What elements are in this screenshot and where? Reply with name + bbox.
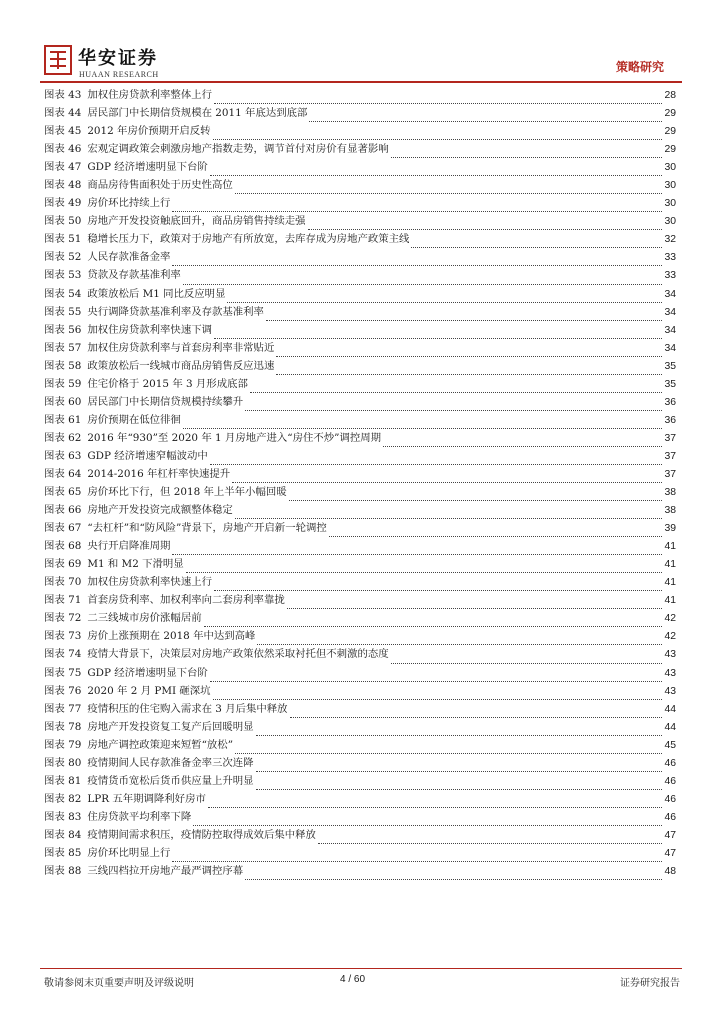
toc-entry-page: 41 [664, 559, 676, 571]
toc-entry-title: “去杠杆”和“防风险”背景下，房地产开启新一轮调控 [87, 522, 327, 535]
toc-entry-label: 图表 67 [44, 522, 82, 535]
toc-entry[interactable] [44, 393, 676, 411]
toc-entry-title: 三线四档拉开房地产最严调控序幕 [87, 865, 244, 878]
toc-entry-page: 42 [664, 631, 676, 643]
toc-entry-label: 图表 45 [44, 125, 82, 138]
toc-entry[interactable] [44, 609, 676, 627]
toc-entry-page: 37 [664, 468, 676, 480]
toc-entry[interactable] [44, 483, 676, 501]
toc-entry-title: 2016 年“930”至 2020 年 1 月房地产进入“房住不炒”调控周期 [87, 431, 382, 444]
toc-entry-title: LPR 五年期调降利好房市 [87, 792, 206, 805]
toc-entry[interactable] [44, 375, 676, 393]
toc-entry-label: 图表 71 [44, 594, 82, 607]
toc-entry-label: 图表 72 [44, 612, 82, 625]
toc-entry-title: 房价环比持续上行 [87, 197, 171, 210]
toc-entry-label: 图表 53 [44, 269, 82, 282]
toc-entry-label: 图表 60 [44, 395, 82, 408]
toc-entry-label: 图表 73 [44, 630, 82, 643]
toc-entry-page: 37 [664, 432, 676, 444]
toc-leader-dots [210, 459, 663, 465]
toc-entry-title: GDP 经济增速明显下台阶 [87, 161, 208, 174]
toc-entry-title: 疫情积压的住宅购入需求在 3 月后集中释放 [87, 702, 288, 715]
toc-entry-title: 房地产开发投资复工复产后回暖明显 [87, 720, 254, 733]
toc-entry[interactable] [44, 230, 676, 248]
toc-leader-dots [186, 567, 663, 573]
toc-entry-title: 商品房待售面积处于历史性高位 [87, 179, 233, 192]
toc-entry[interactable] [44, 573, 676, 591]
toc-entry-label: 图表 46 [44, 143, 82, 156]
toc-entry-title: 2012 年房价预期开启反转 [87, 125, 211, 138]
toc-leader-dots [235, 748, 662, 754]
toc-entry-label: 图表 82 [44, 792, 82, 805]
toc-entry-title: 稳增长压力下，政策对于房地产有所放宽，去库存成为房地产政策主线 [87, 233, 410, 246]
table-of-figures [44, 86, 676, 880]
toc-entry-title: 加权住房贷款利率与首套房利率非常贴近 [87, 341, 275, 354]
toc-entry[interactable] [44, 411, 676, 429]
toc-entry-title: 房价预期在低位徘徊 [87, 413, 181, 426]
toc-entry-label: 图表 77 [44, 702, 82, 715]
toc-entry-page: 34 [664, 324, 676, 336]
logo-text-cn: 华安证券 [78, 48, 158, 69]
footer-divider [40, 968, 682, 969]
toc-entry-page: 30 [664, 162, 676, 174]
toc-entry[interactable] [44, 357, 676, 375]
toc-entry-page: 33 [664, 270, 676, 282]
toc-entry-page: 46 [664, 793, 676, 805]
toc-entry-page: 46 [664, 775, 676, 787]
toc-entry-page: 29 [664, 144, 676, 156]
toc-entry-title: 央行调降贷款基准利率及存款基准利率 [87, 305, 264, 318]
toc-entry[interactable] [44, 808, 676, 826]
toc-entry-title: 疫情期间需求积压，疫情防控取得成效后集中释放 [87, 828, 316, 841]
toc-entry-label: 图表 44 [44, 107, 82, 120]
toc-leader-dots [289, 495, 663, 501]
toc-entry-label: 图表 75 [44, 666, 82, 679]
toc-entry-title: GDP 经济增速明显下台阶 [87, 666, 208, 679]
toc-entry-page: 44 [664, 703, 676, 715]
toc-entry-page: 43 [664, 685, 676, 697]
toc-entry-page: 41 [664, 541, 676, 553]
toc-entry-label: 图表 81 [44, 774, 82, 787]
toc-entry-page: 29 [664, 126, 676, 138]
toc-leader-dots [210, 676, 663, 682]
toc-entry-title: 加权住房贷款利率快速上行 [87, 576, 212, 589]
toc-entry[interactable] [44, 429, 676, 447]
toc-entry-label: 图表 64 [44, 467, 82, 480]
toc-entry[interactable] [44, 501, 676, 519]
toc-leader-dots [383, 441, 662, 447]
toc-entry-label: 图表 49 [44, 197, 82, 210]
toc-entry-label: 图表 47 [44, 161, 82, 174]
toc-entry[interactable] [44, 772, 676, 790]
toc-leader-dots [172, 856, 662, 862]
toc-entry[interactable] [44, 140, 676, 158]
toc-entry-title: 住房贷款平均利率下降 [87, 810, 192, 823]
document-type: 证券研究报告 [620, 978, 680, 989]
section-title: 策略研究 [615, 60, 664, 74]
toc-entry[interactable] [44, 86, 676, 104]
toc-entry[interactable] [44, 790, 676, 808]
toc-entry-label: 图表 83 [44, 810, 82, 823]
toc-entry[interactable] [44, 158, 676, 176]
toc-entry-label: 图表 57 [44, 341, 82, 354]
toc-entry-title: 房价环比明显上行 [87, 846, 171, 859]
toc-entry[interactable] [44, 104, 676, 122]
toc-entry-title: 央行开启降准周期 [87, 540, 171, 553]
toc-entry-title: 宏观定调政策会刺激房地产指数走势，调节首付对房价有显著影响 [87, 143, 389, 156]
toc-entry[interactable] [44, 176, 676, 194]
toc-entry[interactable] [44, 736, 676, 754]
toc-entry-page: 46 [664, 811, 676, 823]
toc-entry[interactable] [44, 339, 676, 357]
toc-entry[interactable] [44, 844, 676, 862]
toc-leader-dots [250, 387, 663, 393]
toc-entry-label: 图表 61 [44, 413, 82, 426]
toc-entry-title: 居民部门中长期信贷规模在 2011 年底达到底部 [87, 107, 308, 120]
toc-entry-page: 30 [664, 198, 676, 210]
toc-entry-page: 32 [664, 234, 676, 246]
toc-entry-title: 政策放松后 M1 同比反应明显 [87, 287, 226, 300]
toc-leader-dots [318, 838, 663, 844]
toc-entry-page: 39 [664, 523, 676, 535]
toc-entry[interactable] [44, 519, 676, 537]
toc-entry-page: 34 [664, 342, 676, 354]
toc-leader-dots [245, 405, 662, 411]
toc-entry-page: 29 [664, 108, 676, 120]
toc-entry-page: 36 [664, 396, 676, 408]
toc-entry[interactable] [44, 555, 676, 573]
toc-entry[interactable] [44, 285, 676, 303]
toc-leader-dots [172, 260, 662, 266]
toc-entry-title: 二三线城市房价涨幅居前 [87, 612, 202, 625]
toc-entry-title: 房价环比下行，但 2018 年上半年小幅回暖 [87, 486, 287, 499]
toc-entry[interactable] [44, 645, 676, 663]
toc-leader-dots [232, 477, 662, 483]
toc-entry-label: 图表 58 [44, 359, 82, 372]
toc-entry-label: 图表 74 [44, 648, 82, 661]
toc-entry[interactable] [44, 447, 676, 465]
toc-leader-dots [245, 874, 662, 880]
toc-entry-label: 图表 55 [44, 305, 82, 318]
toc-entry[interactable] [44, 266, 676, 284]
toc-entry-title: 疫情大背景下，决策层对房地产政策依然采取衬托但不刺激的态度 [87, 648, 389, 661]
toc-entry[interactable] [44, 700, 676, 718]
toc-entry[interactable] [44, 248, 676, 266]
toc-entry-label: 图表 54 [44, 287, 82, 300]
toc-leader-dots [256, 784, 663, 790]
toc-leader-dots [227, 297, 662, 303]
toc-entry-page: 47 [664, 829, 676, 841]
toc-entry-label: 图表 65 [44, 486, 82, 499]
toc-entry-page: 48 [664, 866, 676, 878]
toc-entry[interactable] [44, 303, 676, 321]
toc-leader-dots [214, 333, 662, 339]
toc-entry[interactable] [44, 537, 676, 555]
toc-entry-title: 2020 年 2 月 PMI 砸深坑 [87, 684, 211, 697]
toc-entry-title: 房价上涨预期在 2018 年中达到高峰 [87, 630, 256, 643]
toc-entry-label: 图表 88 [44, 865, 82, 878]
toc-entry-page: 41 [664, 577, 676, 589]
toc-entry-label: 图表 66 [44, 504, 82, 517]
toc-leader-dots [329, 531, 663, 537]
toc-entry-title: 贷款及存款基准利率 [87, 269, 181, 282]
toc-entry-page: 45 [664, 739, 676, 751]
toc-entry-page: 46 [664, 757, 676, 769]
toc-entry[interactable] [44, 862, 676, 880]
toc-entry[interactable] [44, 682, 676, 700]
toc-entry-label: 图表 84 [44, 828, 82, 841]
toc-entry-label: 图表 51 [44, 233, 82, 246]
toc-entry-page: 35 [664, 360, 676, 372]
toc-entry-page: 38 [664, 505, 676, 517]
toc-leader-dots [287, 603, 663, 609]
toc-entry-title: 房地产开发投资完成额整体稳定 [87, 504, 233, 517]
toc-entry-label: 图表 85 [44, 846, 82, 859]
toc-entry-label: 图表 69 [44, 558, 82, 571]
toc-entry[interactable] [44, 718, 676, 736]
toc-entry-label: 图表 50 [44, 215, 82, 228]
toc-entry-page: 35 [664, 378, 676, 390]
page-number: 4 / 60 [340, 974, 366, 985]
toc-entry-label: 图表 79 [44, 738, 82, 751]
toc-entry-title: 加权住房贷款利率快速下调 [87, 323, 212, 336]
toc-entry-page: 38 [664, 487, 676, 499]
toc-entry-label: 图表 63 [44, 449, 82, 462]
header-divider [40, 81, 682, 83]
toc-leader-dots [172, 549, 662, 555]
toc-entry[interactable] [44, 627, 676, 645]
toc-entry-page: 43 [664, 667, 676, 679]
toc-entry-label: 图表 80 [44, 756, 82, 769]
toc-leader-dots [290, 712, 663, 718]
toc-entry-title: 房地产调控政策迎来短暂“放松” [87, 738, 234, 751]
toc-leader-dots [391, 152, 663, 158]
toc-entry-page: 30 [664, 180, 676, 192]
toc-entry[interactable] [44, 591, 676, 609]
toc-entry[interactable] [44, 754, 676, 772]
toc-entry-title: 加权住房贷款利率整体上行 [87, 89, 212, 101]
toc-entry-label: 图表 52 [44, 251, 82, 264]
toc-leader-dots [266, 315, 662, 321]
toc-leader-dots [411, 242, 662, 248]
toc-entry[interactable] [44, 212, 676, 230]
toc-entry-title: 2014-2016 年杠杆率快速提升 [87, 467, 231, 480]
toc-entry-label: 图表 76 [44, 684, 82, 697]
toc-entry-page: 44 [664, 721, 676, 733]
toc-entry-page: 41 [664, 595, 676, 607]
toc-entry-title: GDP 经济增速窄幅波动中 [87, 449, 208, 462]
toc-entry-title: 疫情货币宽松后货币供应量上升明显 [87, 774, 254, 787]
toc-leader-dots [204, 621, 663, 627]
toc-leader-dots [235, 188, 663, 194]
toc-entry-page: 43 [664, 649, 676, 661]
toc-leader-dots [210, 170, 663, 176]
toc-entry-label: 图表 62 [44, 431, 82, 444]
toc-entry[interactable] [44, 122, 676, 140]
toc-leader-dots [208, 802, 663, 808]
toc-entry-page: 30 [664, 216, 676, 228]
toc-entry-title: 住宅价格于 2015 年 3 月形成底部 [87, 377, 248, 390]
toc-entry-page: 36 [664, 414, 676, 426]
toc-leader-dots [256, 730, 663, 736]
toc-leader-dots [183, 279, 663, 285]
toc-entry-label: 图表 43 [44, 89, 82, 101]
toc-entry[interactable] [44, 321, 676, 339]
toc-entry[interactable] [44, 664, 676, 682]
toc-entry[interactable] [44, 194, 676, 212]
toc-entry-title: 居民部门中长期信贷规模持续攀升 [87, 395, 244, 408]
toc-entry-title: M1 和 M2 下滑明显 [87, 558, 184, 571]
toc-entry-page: 34 [664, 306, 676, 318]
toc-entry-title: 人民存款准备金率 [87, 251, 171, 264]
toc-entry[interactable] [44, 826, 676, 844]
toc-entry-label: 图表 59 [44, 377, 82, 390]
toc-entry-page: 34 [664, 288, 676, 300]
toc-entry-page: 33 [664, 252, 676, 264]
toc-leader-dots [276, 369, 662, 375]
toc-entry-title: 疫情期间人民存款准备金率三次连降 [87, 756, 254, 769]
toc-entry-label: 图表 68 [44, 540, 82, 553]
toc-entry-label: 图表 56 [44, 323, 82, 336]
toc-entry-label: 图表 70 [44, 576, 82, 589]
toc-leader-dots [309, 116, 662, 122]
toc-entry-title: 房地产开发投资触底回升，商品房销售持续走强 [87, 215, 306, 228]
page-header [0, 0, 724, 86]
toc-entry-label: 图表 48 [44, 179, 82, 192]
toc-entry-title: 政策放松后一线城市商品房销售反应迅速 [87, 359, 275, 372]
toc-leader-dots [256, 766, 663, 772]
toc-entry-label: 图表 78 [44, 720, 82, 733]
toc-entry-page: 42 [664, 613, 676, 625]
toc-entry-page: 37 [664, 450, 676, 462]
logo-icon [44, 45, 72, 75]
logo-text-en: HUAAN RESEARCH [79, 70, 159, 79]
toc-leader-dots [276, 351, 662, 357]
toc-entry-page: 47 [664, 847, 676, 859]
footer-disclaimer: 敬请参阅末页重要声明及评级说明 [44, 978, 194, 989]
toc-leader-dots [391, 658, 663, 664]
toc-entry-title: 首套房贷利率、加权利率向二套房利率靠拢 [87, 594, 285, 607]
toc-entry[interactable] [44, 465, 676, 483]
toc-entry-page: 28 [664, 90, 676, 101]
